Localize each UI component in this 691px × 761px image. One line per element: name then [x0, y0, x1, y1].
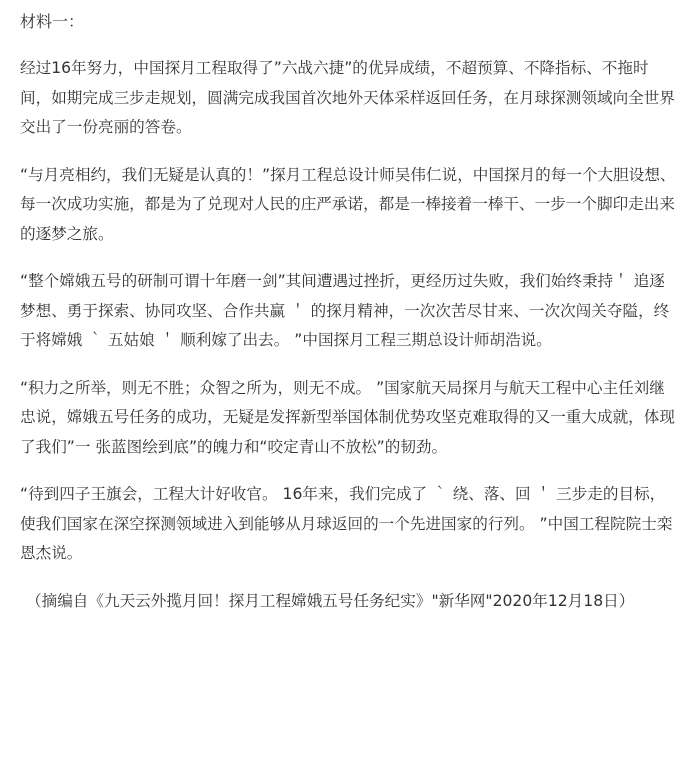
material-heading: 材料一： — [20, 12, 85, 31]
paragraph-5: “待到四子王旗会，工程大计好收官。 16年来，我们完成了 ｀ 绕、落、回 ＇ 三步走的目标，使我们国家在深空探测领域进入到能够从月球返回的一个先进国家的行列。 ”中国工程院院士栾恩杰说。 — [20, 485, 673, 562]
paragraph-2: “与月亮相约，我们无疑是认真的！”探月工程总设计师吴伟仁说，中国探月的每一个大胆设想、每一次成功实施，都是为了兑现对人民的庄严承诺，都是一棒接着一棒干、一步一个脚印走出来的逐梦之旅。 — [20, 165, 676, 243]
source-citation: （摘编自《九天云外揽月回！探月工程嫦娥五号任务纪实》"新华网"2020年12月18日） — [26, 591, 635, 610]
paragraph-3: “整个嫦娥五号的研制可谓十年磨一剑”其间遭遇过挫折，更经历过失败，我们始终秉持＇ 追逐梦想、勇于探索、协同攻坚、合作共赢 ＇ 的探月精神，一次次苦尽甘来、一次次闯关夺隘，终于将嫦娥 ｀ 五姑娘 ＇ 顺利嫁了出去。 ”中国探月工程三期总设计师胡浩说。 — [20, 272, 670, 349]
paragraph-1: 经过16年努力，中国探月工程取得了”六战六捷”的优异成绩，不超预算、不降指标、不拖时间，如期完成三步走规划，圆满完成我国首次地外天体采样返回任务，在月球探测领域向全世界交出了一份亮丽的答卷。 — [20, 59, 675, 136]
paragraph-4: “积力之所举，则无不胜；众智之所为，则无不成。 ”国家航天局探月与航天工程中心主任刘继忠说，嫦娥五号任务的成功，无疑是发挥新型举国体制优势攻坚克难取得的又一重大成就，体现了我们”一 张蓝图绘到底”的魄力和“咬定青山不放松”的韧劲。 — [20, 378, 675, 456]
